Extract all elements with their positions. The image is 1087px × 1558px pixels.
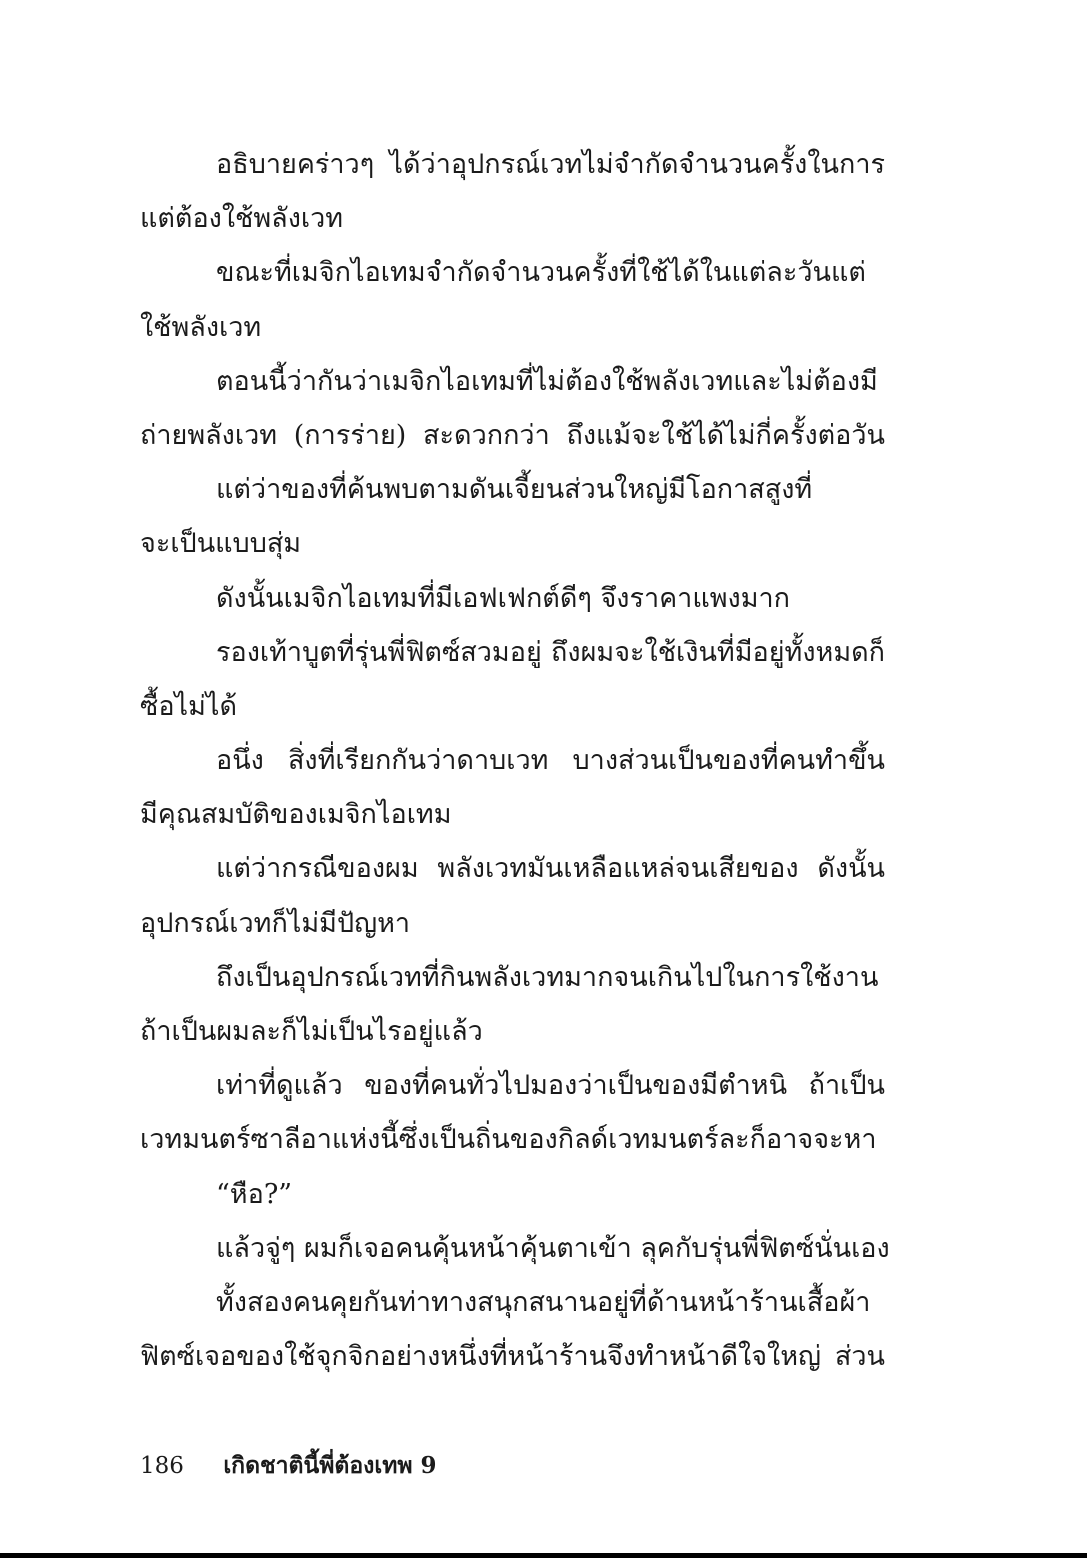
text-line: ตอนนี้ว่ากันว่าเมจิกไอเทมที่ไม่ต้องใช้พลังเวทและไม่ต้องมี	[216, 365, 878, 397]
text-line: ทั้งสองคนคุยกันท่าทางสนุกสนานอยู่ที่ด้านหน้าร้านเสื้อผ้า	[216, 1286, 871, 1318]
page-number: 186	[140, 1453, 184, 1479]
page-footer	[140, 1446, 437, 1486]
text-line: ดังนั้นเมจิกไอเทมที่มีเอฟเฟกต์ดีๆ จึงราคาแพงมาก	[216, 582, 791, 614]
text-line: ถึงเป็นอุปกรณ์เวทที่กินพลังเวทมากจนเกินไปในการใช้งาน	[216, 961, 879, 993]
text-line: แต่ว่าของที่ค้นพบตามดันเจี้ยนส่วนใหญ่มีโอกาสสูงที่	[216, 474, 813, 506]
book-title: เกิดชาตินี้พี่ต้องเทพ 9	[223, 1452, 437, 1479]
text-line: ซื้อไม่ได้	[140, 690, 238, 722]
text-line: แล้วจู่ๆ ผมก็เจอคนคุ้นหน้าคุ้นตาเข้า ลุคกับรุ่นพี่ฟิตซ์นั่นเอง	[216, 1232, 890, 1264]
bottom-divider	[0, 1553, 1087, 1558]
text-line: ฟิตซ์เจอของใช้จุกจิกอย่างหนึ่งที่หน้าร้านจึงทำหน้าดีใจใหญ่ ส่วน	[140, 1341, 885, 1373]
text-line: ใช้พลังเวท	[140, 311, 262, 343]
text-line: อุปกรณ์เวทก็ไม่มีปัญหา	[140, 907, 411, 939]
text-line: “หือ?”	[216, 1178, 293, 1210]
text-line: ถ่ายพลังเวท (การร่าย) สะดวกกว่า ถึงแม้จะใช้ได้ไม่กี่ครั้งต่อวัน	[140, 419, 885, 451]
text-line: แต่ต้องใช้พลังเวท	[140, 203, 344, 235]
text-line: เท่าที่ดูแล้ว ของที่คนทั่วไปมองว่าเป็นของมีตำหนิ ถ้าเป็น	[216, 1070, 885, 1102]
text-line: เวทมนตร์ซาลีอาแห่งนี้ซึ่งเป็นถิ่นของกิลด์เวทมนตร์ละก็อาจจะหา	[140, 1124, 877, 1156]
text-line: ถ้าเป็นผมละก็ไม่เป็นไรอยู่แล้ว	[140, 1016, 483, 1047]
body-text	[140, 138, 890, 1384]
text-line: แต่ว่ากรณีของผม พลังเวทมันเหลือแหล่จนเสียของ ดังนั้น	[216, 853, 885, 885]
text-line: ขณะที่เมจิกไอเทมจำกัดจำนวนครั้งที่ใช้ได้ในแต่ละวันแต่	[216, 257, 866, 289]
text-line: อธิบายคร่าวๆ ได้ว่าอุปกรณ์เวทไม่จำกัดจำนวนครั้งในการ	[216, 149, 885, 180]
text-line: จะเป็นแบบสุ่ม	[140, 528, 302, 560]
text-line: รองเท้าบูตที่รุ่นพี่ฟิตซ์สวมอยู่ ถึงผมจะใช้เงินที่มีอยู่ทั้งหมดก็	[216, 636, 885, 668]
text-line: มีคุณสมบัติของเมจิกไอเทม	[140, 799, 452, 831]
text-line: อนึ่ง สิ่งที่เรียกกันว่าดาบเวท บางส่วนเป็นของที่คนทำขึ้น	[216, 745, 885, 777]
